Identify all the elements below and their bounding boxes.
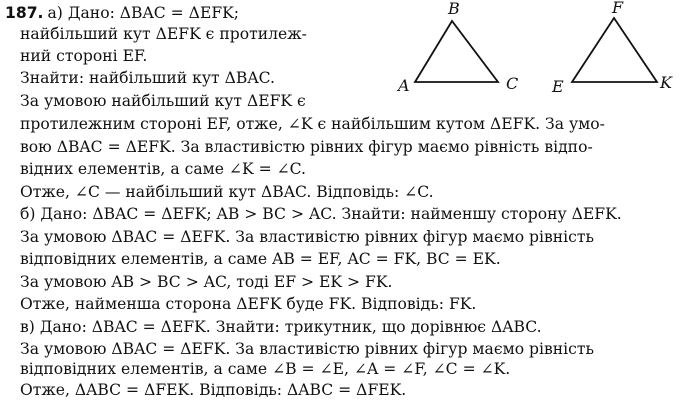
- vertex-label-f: F: [612, 0, 624, 17]
- triangle-bac-shape: [415, 21, 498, 82]
- text-line-2: найбільший кут ΔEFK є протилеж-: [20, 25, 307, 43]
- vertex-label-k: K: [660, 73, 672, 92]
- problem-number: 187.: [5, 4, 44, 22]
- text-line-17: відповідних елементів, а саме ∠B = ∠E, ∠A = ∠F, ∠C = ∠K.: [20, 360, 511, 378]
- vertex-label-a: A: [398, 76, 410, 95]
- text-line-1: 187. а) Дано: ΔBAC = ΔEFK;: [5, 4, 240, 22]
- text-line-13: За умовою AB > BC > AC, тоді EF > EK > FK.: [20, 273, 393, 291]
- text-line-5: За умовою найбільший кут ΔEFK є: [20, 92, 306, 110]
- vertex-label-c: C: [506, 74, 519, 93]
- text-line-4: Знайти: найбільший кут ΔBAC.: [20, 69, 275, 87]
- text-line-12: відповідних елементів, а саме AB = EF, AC = FK, BC = EK.: [20, 250, 501, 268]
- text-line-16: За умовою ΔBAC = ΔEFK. За властивістю рівних фігур маємо рівність: [20, 340, 595, 358]
- text-line-9: Отже, ∠C — найбільший кут ΔBAC. Відповідь: ∠C.: [20, 183, 434, 201]
- text-line-3: ний стороні EF.: [20, 47, 148, 65]
- text-line-15: в) Дано: ΔBAC = ΔEFK. Знайти: трикутник, що дорівнює ΔABC.: [20, 318, 542, 336]
- vertex-label-e: E: [552, 77, 564, 96]
- text-line-10: б) Дано: ΔBAC = ΔEFK; AB > BC > AC. Знайти: найменшу сторону ΔEFK.: [20, 205, 622, 223]
- text-line-14: Отже, найменша сторона ΔEFK буде FK. Відповідь: FK.: [20, 295, 477, 313]
- vertex-label-b: B: [448, 0, 460, 18]
- text-line-6: протилежним стороні EF, отже, ∠K є найбільшим кутом ΔEFK. За умо-: [20, 115, 605, 133]
- text-line-7: вою ΔBAC = ΔEFK. За властивістю рівних фігур маємо рівність відпо-: [20, 138, 593, 156]
- text-line-8: відних елементів, а саме ∠K = ∠C.: [20, 160, 307, 178]
- text-line-18: Отже, ΔABC = ΔFEK. Відповідь: ΔABC = ΔFEK.: [20, 381, 407, 399]
- triangle-fek-shape: [572, 18, 657, 82]
- text-line-11: За умовою ΔBAC = ΔEFK. За властивістю рівних фігур маємо рівність: [20, 228, 595, 246]
